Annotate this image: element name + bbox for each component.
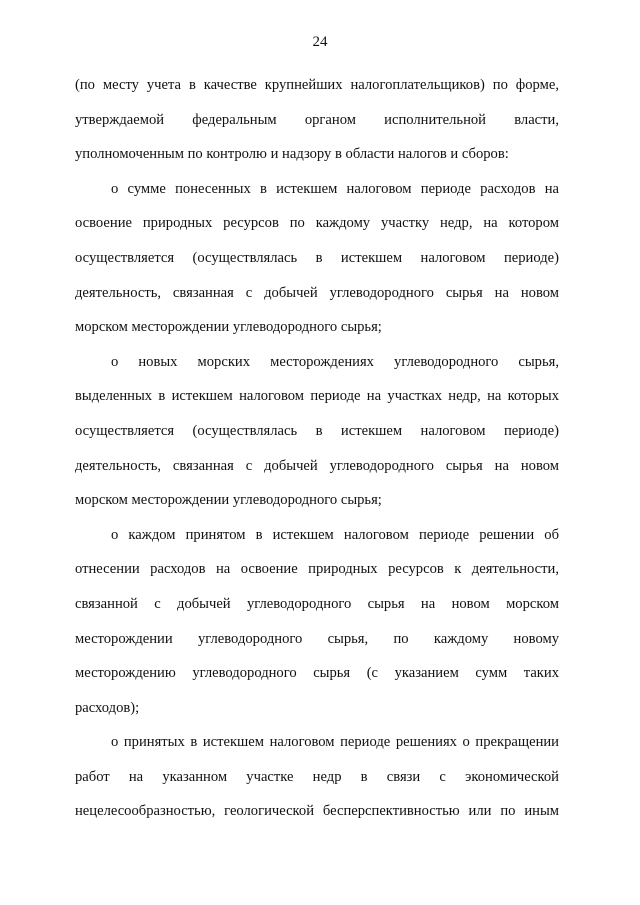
paragraph-4 [75, 518, 559, 726]
text-line: связанной с добычей углеводородного сырья на новом морском [75, 595, 559, 612]
text-line: расходов); [75, 699, 140, 716]
document-body [75, 68, 559, 829]
text-line: освоение природных ресурсов по каждому участку недр, на котором [75, 215, 559, 232]
paragraph-2 [75, 172, 559, 345]
text-line: осуществляется (осуществлялась в истекшем налоговом периоде) [75, 249, 559, 266]
text-line: деятельность, связанная с добычей углеводородного сырья на новом [75, 457, 559, 474]
text-line: (по месту учета в качестве крупнейших налогоплательщиков) по форме, [75, 77, 559, 93]
text-line: месторождении углеводородного сырья, по каждому новому [75, 630, 559, 647]
text-line: уполномоченным по контролю и надзору в области налогов и сборов: [75, 146, 509, 163]
text-line: работ на указанном участке недр в связи с экономической [75, 768, 559, 785]
text-line: выделенных в истекшем налоговом периоде на участках недр, на которых [75, 388, 559, 405]
paragraph-1 [75, 68, 559, 172]
text-line: нецелесообразностью, геологической бесперспективностью или по иным [75, 803, 559, 820]
paragraph-5 [75, 725, 559, 829]
text-line: о принятых в истекшем налоговом периоде решениях о прекращении [111, 734, 559, 751]
text-line: о каждом принятом в истекшем налоговом периоде решении об [111, 526, 559, 543]
text-line: о сумме понесенных в истекшем налоговом периоде расходов на [111, 180, 559, 197]
text-line: осуществляется (осуществлялась в истекшем налоговом периоде) [75, 422, 559, 439]
text-line: месторождению углеводородного сырья (с указанием сумм таких [75, 665, 559, 682]
text-line: о новых морских месторождениях углеводородного сырья, [111, 353, 559, 370]
text-line: деятельность, связанная с добычей углеводородного сырья на новом [75, 284, 559, 301]
paragraph-3 [75, 345, 559, 518]
text-line: морском месторождении углеводородного сырья; [75, 492, 382, 509]
text-line: отнесении расходов на освоение природных ресурсов к деятельности, [75, 561, 559, 578]
text-line: утверждаемой федеральным органом исполнительной власти, [75, 111, 559, 128]
page-number: 24 [312, 34, 328, 50]
text-line: морском месторождении углеводородного сырья; [75, 319, 382, 336]
